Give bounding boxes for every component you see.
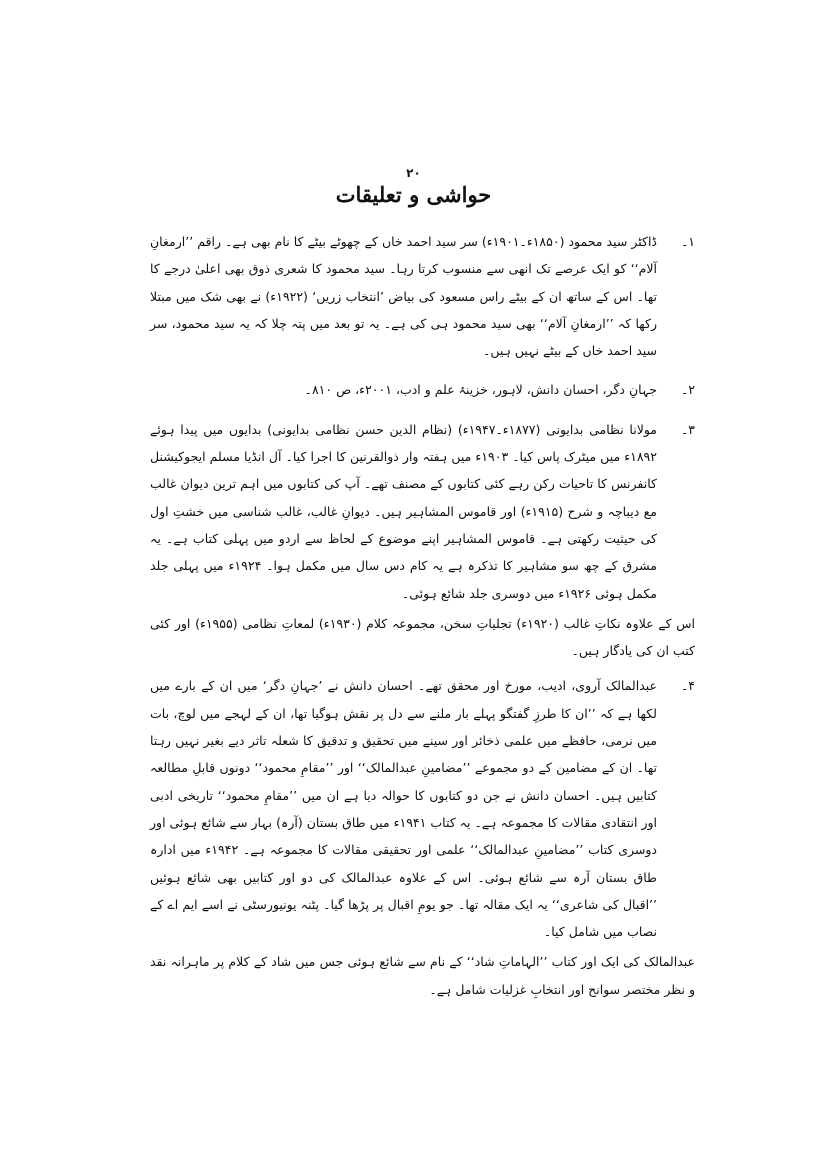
- note-2: [150, 376, 695, 403]
- page-number: ۲۰: [406, 166, 421, 180]
- note-3: [150, 416, 695, 607]
- note-1: [150, 228, 695, 364]
- page-heading: حواشی و تعلیقات: [335, 182, 492, 207]
- note-number: ۳۔: [680, 421, 695, 437]
- note-text: عبدالمالک آروی، ادیب، مورخ اور محقق تھے۔ احسان دانش نے ’جہانِ دگر‘ میں ان کے بارے میں لکھا ہے کہ ’’ان کا طرزِ گفتگو پہلے بار ملنے سے دل پر نقش ہوگیا تھا، ان کے لہجے میں لوچ، بات میں نرمی، حافظے میں علمی ذخائر اور سینے میں تحقیق و تدقیق کا شعلہ تاثر دیے بغیر نہیں رہتا تھا۔ ان کے مضامین کے دو مجموعے ’’مضامینِ عبدالمالک‘‘ اور ’’مقامِ محمود‘‘ دونوں قابلِ مطالعہ کتابیں ہیں۔ احسان دانش نے جن دو کتابوں کا حوالہ دیا ہے ان میں ’’مقامِ محمود‘‘ تاریخی ادبی اور انتقادی مقالات کا مجموعہ ہے۔ یہ کتاب ۱۹۴۱ء میں طاق بستان (آرہ) بہار سے شائع ہوئی اور دوسری کتاب ’’مضامینِ عبدالمالک‘‘ علمی اور تحقیقی مقالات کا مجموعہ ہے۔ ۱۹۴۲ء میں ادارہ طاق بستان آرہ سے شائع ہوئی۔ اس کے علاوہ عبدالمالک کی دو اور کتابیں بھی شائع ہوئیں ’’اقبال کی شاعری‘‘ یہ ایک مقالہ تھا۔ جو یومِ اقبال پر پڑھا گیا۔ پٹنہ یونیورسٹی نے اسے ایم اے کے نصاب میں شامل کیا۔: [150, 678, 657, 940]
- notes-section: [150, 228, 695, 1003]
- note-text: ڈاکٹر سید محمود (۱۸۵۰ء۔۱۹۰۱ء) سر سید احمد خاں کے چھوٹے بیٹے کا نام بھی ہے۔ راقم ’’ارمغانِ آلام‘‘ کو ایک عرصے تک انھی سے منسوب کرتا رہا۔ سید محمود کا شعری ذوق بھی اعلیٰ درجے کا تھا۔ اس کے ساتھ ان کے بیٹے راس مسعود کی بیاض ’انتخاب زریں‘ (۱۹۲۲ء) نے بھی شک میں مبتلا رکھا کہ ’’ارمغانِ آلام‘‘ بھی سید محمود ہی کی ہے۔ یہ تو بعد میں پتہ چلا کہ یہ سید محمود، سر سید احمد خاں کے بیٹے نہیں ہیں۔: [150, 234, 657, 359]
- note-number: ۴۔: [680, 678, 695, 694]
- note-text: جہانِ دگر، احسان دانش، لاہور، خزینۂ علم و ادب، ۲۰۰۱ء، ص ۸۱۰۔: [304, 382, 657, 398]
- note-number: ۱۔: [680, 234, 695, 249]
- note-3-continuation: اس کے علاوہ نکاتِ غالب (۱۹۲۰ء) تجلیاتِ سخن، مجموعہ کلام (۱۹۳۰ء) لمعاتِ نظامی (۱۹۵۵ء) اور کئی کتب ان کی یادگار ہیں۔: [150, 615, 695, 659]
- note-4-continuation: عبدالمالک کی ایک اور کتاب ’’الہاماتِ شاد‘‘ کے نام سے شائع ہوئی جس میں شاد کے کلام پر ماہرانہ نقد و نظر مختصر سوانح اور انتخابِ غزلیات شامل ہے۔: [150, 954, 695, 997]
- note-number: ۲۔: [680, 382, 695, 398]
- note-text: مولانا نظامی بدایونی (۱۸۷۷ء۔۱۹۴۷ء) (نظام الدین حسن نظامی بدایونی) بدایوں میں پیدا ہوئے ۱۸۹۲ء میں میٹرک پاس کیا۔ ۱۹۰۳ء میں ہفتہ وار ذوالقرنین کا اجرا کیا۔ آل انڈیا مسلم ایجوکیشنل کانفرنس کا تاحیات رکن رہے کئی کتابوں کے مصنف تھے۔ آپ کی کتابوں میں اہم ترین دیوان غالب مع دیباچہ و شرح (۱۹۱۵ء) اور قاموس المشاہیر ہیں۔ دیوانِ غالب، غالب شناسی میں خشتِ اول کی حیثیت رکھتی ہے۔ قاموس المشاہیر اپنے موضوع کے لحاظ سے اردو میں پہلی کتاب ہے۔ یہ مشرق کے چھ سو مشاہیر کا تذکرہ ہے یہ کام دس سال میں مکمل ہوا۔ ۱۹۲۴ء میں پہلی جلد مکمل ہوئی ۱۹۲۶ء میں دوسری جلد شائع ہوئی۔: [150, 421, 657, 601]
- note-4: [150, 672, 695, 945]
